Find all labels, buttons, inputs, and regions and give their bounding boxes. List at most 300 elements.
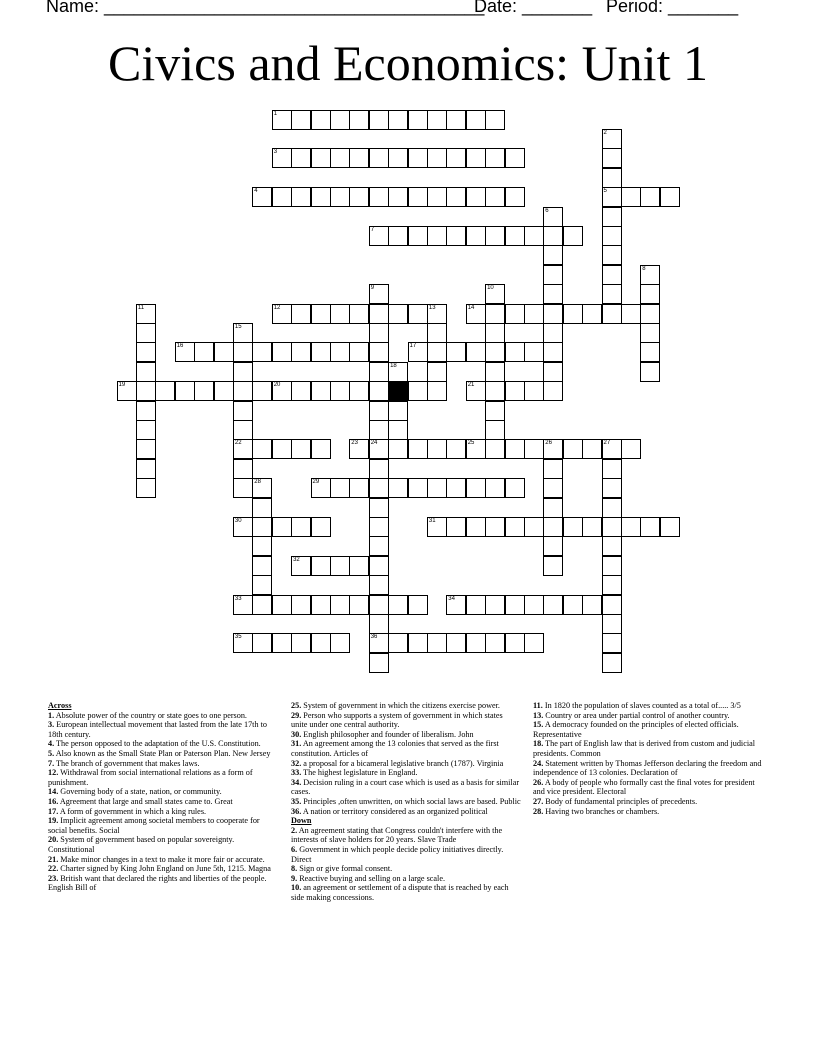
grid-cell[interactable] [369, 556, 389, 576]
grid-cell[interactable] [466, 439, 486, 459]
grid-cell[interactable] [155, 381, 175, 401]
grid-cell[interactable] [349, 148, 369, 168]
grid-cell[interactable] [272, 148, 292, 168]
grid-cell[interactable] [466, 478, 486, 498]
grid-cell[interactable] [543, 207, 563, 227]
grid-cell[interactable] [252, 633, 272, 653]
grid-cell[interactable] [505, 226, 525, 246]
grid-cell[interactable] [485, 517, 505, 537]
grid-cell[interactable] [602, 459, 622, 479]
grid-cell[interactable] [408, 595, 428, 615]
grid-cell[interactable] [330, 556, 350, 576]
grid-cell[interactable] [369, 517, 389, 537]
grid-cell[interactable] [369, 633, 389, 653]
grid-cell[interactable] [330, 633, 350, 653]
clue-text: The person opposed to the adaptation of the U.S. Constitution. [56, 739, 261, 749]
grid-cell[interactable] [408, 381, 428, 401]
name-line[interactable]: Name: ______________________________________ [46, 0, 485, 16]
grid-cell[interactable] [505, 148, 525, 168]
grid-cell[interactable] [233, 439, 253, 459]
grid-cell[interactable] [640, 265, 660, 285]
grid-cell[interactable] [485, 110, 505, 130]
grid-cell[interactable] [349, 304, 369, 324]
grid-cell[interactable] [408, 342, 428, 362]
grid-cell[interactable] [621, 517, 641, 537]
grid-cell[interactable] [466, 226, 486, 246]
grid-cell[interactable] [252, 342, 272, 362]
grid-cell[interactable] [505, 517, 525, 537]
grid-cell[interactable] [640, 323, 660, 343]
grid-cell[interactable] [291, 381, 311, 401]
clue-text: Agreement that large and small states came to. Great [59, 796, 233, 806]
clue-text: Reactive buying and selling on a large scale. [299, 873, 445, 883]
grid-cell[interactable] [369, 536, 389, 556]
grid-cell[interactable] [602, 575, 622, 595]
grid-cell[interactable] [349, 478, 369, 498]
grid-cell[interactable] [272, 517, 292, 537]
grid-cell[interactable] [466, 110, 486, 130]
grid-cell[interactable] [602, 614, 622, 634]
clue-text: Sign or give formal consent. [299, 864, 393, 874]
grid-cell[interactable] [233, 595, 253, 615]
grid-cell[interactable] [563, 439, 583, 459]
grid-cell[interactable] [485, 401, 505, 421]
grid-cell[interactable] [602, 304, 622, 324]
grid-cell[interactable] [602, 633, 622, 653]
grid-cell[interactable] [233, 478, 253, 498]
grid-cell[interactable] [660, 187, 680, 207]
grid-cell[interactable] [427, 342, 447, 362]
grid-cell[interactable] [485, 420, 505, 440]
grid-cell[interactable] [330, 304, 350, 324]
grid-cell[interactable] [602, 284, 622, 304]
grid-cell[interactable] [602, 148, 622, 168]
grid-cell[interactable] [602, 245, 622, 265]
grid-cell[interactable] [136, 304, 156, 324]
grid-cell[interactable] [446, 478, 466, 498]
grid-cell[interactable] [524, 633, 544, 653]
grid-cell[interactable] [369, 459, 389, 479]
grid-cell[interactable] [194, 381, 214, 401]
grid-cell[interactable] [408, 148, 428, 168]
clue-text: The highest legislature in England. [303, 768, 418, 778]
grid-cell[interactable] [602, 517, 622, 537]
period-line[interactable]: Period: _______ [606, 0, 739, 16]
grid-cell[interactable] [505, 304, 525, 324]
grid-cell[interactable] [427, 323, 447, 343]
grid-cell[interactable] [602, 595, 622, 615]
grid-cell[interactable] [524, 304, 544, 324]
grid-cell[interactable] [233, 459, 253, 479]
grid-cell[interactable] [369, 595, 389, 615]
grid-cell[interactable] [446, 226, 466, 246]
grid-cell[interactable] [369, 284, 389, 304]
grid-cell[interactable] [369, 323, 389, 343]
grid-cell[interactable] [543, 459, 563, 479]
clue-number-label: 15 [234, 323, 242, 330]
grid-cell[interactable] [466, 381, 486, 401]
grid-cell[interactable] [524, 381, 544, 401]
grid-cell[interactable] [602, 556, 622, 576]
grid-cell[interactable] [311, 517, 331, 537]
grid-cell[interactable] [349, 595, 369, 615]
grid-cell[interactable] [233, 517, 253, 537]
grid-cell[interactable] [485, 381, 505, 401]
grid-cell[interactable] [602, 478, 622, 498]
grid-cell[interactable] [369, 653, 389, 673]
grid-cell[interactable] [369, 110, 389, 130]
grid-cell[interactable] [543, 284, 563, 304]
grid-cell[interactable] [233, 420, 253, 440]
date-line[interactable]: Date: _______ [474, 0, 593, 16]
grid-cell[interactable] [485, 187, 505, 207]
grid-cell[interactable] [272, 110, 292, 130]
grid-cell[interactable] [175, 381, 195, 401]
grid-cell[interactable] [505, 381, 525, 401]
grid-cell[interactable] [427, 478, 447, 498]
grid-cell[interactable] [485, 478, 505, 498]
clue-text: a proposal for a bicameral legislative branch (1787). Virginia [303, 758, 504, 768]
grid-cell[interactable] [466, 595, 486, 615]
grid-cell[interactable] [543, 381, 563, 401]
grid-cell[interactable] [446, 342, 466, 362]
grid-cell[interactable] [446, 148, 466, 168]
grid-cell[interactable] [233, 342, 253, 362]
clue-number: 18. [533, 739, 544, 749]
grid-cell[interactable] [408, 478, 428, 498]
grid-cell[interactable] [311, 556, 331, 576]
grid-cell[interactable] [214, 381, 234, 401]
grid-cell[interactable] [524, 226, 544, 246]
grid-cell[interactable] [485, 595, 505, 615]
grid-cell[interactable] [446, 439, 466, 459]
grid-cell[interactable] [136, 362, 156, 382]
grid-cell[interactable] [311, 110, 331, 130]
clue-item [48, 759, 278, 769]
grid-cell[interactable] [505, 342, 525, 362]
grid-cell[interactable] [466, 342, 486, 362]
grid-cell[interactable] [446, 110, 466, 130]
grid-cell[interactable] [388, 110, 408, 130]
grid-cell[interactable] [602, 129, 622, 149]
grid-cell[interactable] [408, 110, 428, 130]
grid-cell[interactable] [349, 381, 369, 401]
grid-cell[interactable] [233, 401, 253, 421]
grid-cell[interactable] [524, 342, 544, 362]
grid-cell[interactable] [485, 362, 505, 382]
grid-cell[interactable] [582, 304, 602, 324]
grid-cell[interactable] [640, 342, 660, 362]
grid-cell[interactable] [369, 342, 389, 362]
grid-cell[interactable] [543, 498, 563, 518]
grid-cell[interactable] [408, 304, 428, 324]
grid-cell[interactable] [427, 304, 447, 324]
grid-cell[interactable] [291, 342, 311, 362]
grid-cell[interactable] [330, 110, 350, 130]
grid-cell[interactable] [427, 517, 447, 537]
grid-cell[interactable] [311, 439, 331, 459]
grid-cell[interactable] [563, 226, 583, 246]
grid-cell[interactable] [543, 556, 563, 576]
grid-cell[interactable] [388, 478, 408, 498]
clue-number: 19. [48, 816, 59, 826]
grid-cell[interactable] [272, 187, 292, 207]
grid-cell[interactable] [291, 439, 311, 459]
grid-cell[interactable] [543, 595, 563, 615]
grid-cell[interactable] [272, 633, 292, 653]
grid-cell[interactable] [330, 187, 350, 207]
grid-cell[interactable] [485, 439, 505, 459]
grid-cell[interactable] [485, 323, 505, 343]
grid-cell[interactable] [602, 187, 622, 207]
grid-cell[interactable] [175, 342, 195, 362]
grid-cell[interactable] [369, 420, 389, 440]
grid-cell[interactable] [330, 148, 350, 168]
grid-cell[interactable] [582, 517, 602, 537]
grid-cell[interactable] [136, 420, 156, 440]
grid-cell[interactable] [291, 595, 311, 615]
grid-cell[interactable] [369, 478, 389, 498]
grid-cell[interactable] [427, 439, 447, 459]
grid-cell[interactable] [330, 381, 350, 401]
grid-cell[interactable] [369, 226, 389, 246]
grid-cell[interactable] [543, 323, 563, 343]
grid-cell[interactable] [349, 342, 369, 362]
grid-cell[interactable] [466, 187, 486, 207]
grid-cell[interactable] [349, 110, 369, 130]
grid-cell[interactable] [621, 439, 641, 459]
grid-cell[interactable] [291, 187, 311, 207]
grid-cell[interactable] [485, 633, 505, 653]
grid-cell[interactable] [311, 478, 331, 498]
grid-cell[interactable] [252, 575, 272, 595]
grid-cell[interactable] [543, 362, 563, 382]
grid-cell[interactable] [330, 595, 350, 615]
grid-cell[interactable] [543, 304, 563, 324]
grid-cell[interactable] [252, 478, 272, 498]
grid-cell[interactable] [272, 439, 292, 459]
grid-cell[interactable] [524, 595, 544, 615]
grid-cell[interactable] [466, 304, 486, 324]
grid-cell[interactable] [252, 536, 272, 556]
grid-cell[interactable] [233, 362, 253, 382]
grid-cell[interactable] [543, 226, 563, 246]
grid-cell[interactable] [660, 517, 680, 537]
grid-cell[interactable] [485, 284, 505, 304]
clue-item [48, 864, 278, 874]
grid-cell[interactable] [466, 148, 486, 168]
grid-cell[interactable] [311, 595, 331, 615]
clue-number: 12. [48, 768, 59, 778]
grid-cell[interactable] [485, 148, 505, 168]
grid-cell[interactable] [602, 536, 622, 556]
clue-number: 8. [291, 864, 298, 874]
grid-cell[interactable] [388, 420, 408, 440]
grid-cell[interactable] [291, 517, 311, 537]
grid-cell[interactable] [602, 168, 622, 188]
grid-cell[interactable] [388, 148, 408, 168]
clue-item [291, 759, 521, 769]
grid-cell[interactable] [252, 439, 272, 459]
grid-cell[interactable] [349, 187, 369, 207]
grid-cell[interactable] [252, 517, 272, 537]
grid-cell[interactable] [233, 323, 253, 343]
grid-cell[interactable] [543, 517, 563, 537]
clue-number-label: 11 [137, 304, 145, 311]
grid-cell[interactable] [543, 245, 563, 265]
grid-cell[interactable] [117, 381, 137, 401]
grid-cell[interactable] [640, 284, 660, 304]
grid-cell[interactable] [640, 517, 660, 537]
grid-cell[interactable] [369, 401, 389, 421]
grid-cell[interactable] [136, 478, 156, 498]
grid-cell[interactable] [349, 439, 369, 459]
grid-cell[interactable] [427, 110, 447, 130]
grid-cell[interactable] [427, 226, 447, 246]
grid-cell[interactable] [369, 614, 389, 634]
grid-cell[interactable] [369, 148, 389, 168]
grid-cell[interactable] [311, 633, 331, 653]
clue-number-label: 22 [234, 440, 242, 447]
grid-cell[interactable] [272, 595, 292, 615]
grid-cell[interactable] [446, 517, 466, 537]
grid-cell[interactable] [330, 342, 350, 362]
grid-cell[interactable] [194, 342, 214, 362]
grid-cell[interactable] [427, 362, 447, 382]
grid-cell[interactable] [369, 439, 389, 459]
grid-cell[interactable] [136, 342, 156, 362]
grid-cell[interactable] [252, 381, 272, 401]
grid-cell[interactable] [427, 187, 447, 207]
grid-cell[interactable] [369, 498, 389, 518]
grid-cell[interactable] [388, 187, 408, 207]
grid-cell[interactable] [388, 439, 408, 459]
grid-cell[interactable] [602, 207, 622, 227]
grid-cell[interactable] [369, 362, 389, 382]
grid-cell[interactable] [311, 342, 331, 362]
grid-cell[interactable] [505, 633, 525, 653]
grid-cell[interactable] [408, 439, 428, 459]
grid-cell[interactable] [640, 304, 660, 324]
grid-cell[interactable] [602, 226, 622, 246]
grid-cell[interactable] [291, 556, 311, 576]
grid-cell[interactable] [446, 187, 466, 207]
grid-cell[interactable] [252, 187, 272, 207]
grid-cell[interactable] [563, 304, 583, 324]
grid-cell[interactable] [543, 536, 563, 556]
grid-cell[interactable] [369, 381, 389, 401]
clue-text: A democracy founded on the principles of elected officials. Representative [533, 720, 739, 739]
grid-cell[interactable] [272, 342, 292, 362]
grid-cell[interactable] [543, 478, 563, 498]
grid-cell[interactable] [505, 439, 525, 459]
grid-cell[interactable] [485, 342, 505, 362]
grid-cell[interactable] [505, 187, 525, 207]
grid-cell[interactable] [582, 595, 602, 615]
grid-cell[interactable] [252, 595, 272, 615]
grid-cell[interactable] [311, 187, 331, 207]
grid-cell[interactable] [524, 439, 544, 459]
grid-cell[interactable] [291, 110, 311, 130]
grid-cell[interactable] [408, 187, 428, 207]
grid-cell[interactable] [388, 401, 408, 421]
grid-cell[interactable] [369, 187, 389, 207]
grid-cell[interactable] [272, 381, 292, 401]
grid-cell[interactable] [136, 323, 156, 343]
grid-cell[interactable] [291, 304, 311, 324]
grid-cell[interactable] [136, 401, 156, 421]
grid-cell[interactable] [582, 439, 602, 459]
grid-cell[interactable] [602, 265, 622, 285]
grid-cell[interactable] [466, 633, 486, 653]
clue-item [533, 759, 763, 778]
grid-cell[interactable] [272, 304, 292, 324]
grid-cell[interactable] [485, 226, 505, 246]
grid-cell[interactable] [252, 498, 272, 518]
grid-cell[interactable] [524, 517, 544, 537]
grid-cell[interactable] [563, 595, 583, 615]
grid-cell[interactable] [136, 381, 156, 401]
grid-cell[interactable] [311, 381, 331, 401]
clue-number-label: 12 [273, 304, 281, 311]
grid-cell[interactable] [543, 265, 563, 285]
clue-number: 35. [291, 796, 302, 806]
grid-cell[interactable] [543, 342, 563, 362]
grid-cell[interactable] [505, 478, 525, 498]
grid-cell[interactable] [291, 633, 311, 653]
grid-cell[interactable] [388, 595, 408, 615]
grid-cell[interactable] [446, 633, 466, 653]
grid-cell[interactable] [311, 148, 331, 168]
grid-cell[interactable] [602, 653, 622, 673]
clue-item [291, 768, 521, 778]
grid-cell[interactable] [408, 633, 428, 653]
grid-cell[interactable] [330, 478, 350, 498]
grid-cell[interactable] [311, 304, 331, 324]
grid-cell[interactable] [485, 304, 505, 324]
grid-cell[interactable] [291, 148, 311, 168]
grid-cell[interactable] [602, 498, 622, 518]
grid-cell[interactable] [505, 595, 525, 615]
grid-cell[interactable] [388, 362, 408, 382]
grid-cell[interactable] [214, 342, 234, 362]
grid-cell[interactable] [621, 304, 641, 324]
grid-cell[interactable] [233, 633, 253, 653]
grid-cell[interactable] [369, 575, 389, 595]
grid-cell[interactable] [602, 439, 622, 459]
grid-cell[interactable] [136, 459, 156, 479]
grid-cell[interactable] [233, 381, 253, 401]
grid-cell[interactable] [563, 517, 583, 537]
grid-cell[interactable] [388, 226, 408, 246]
grid-cell[interactable] [408, 226, 428, 246]
grid-cell[interactable] [427, 381, 447, 401]
grid-cell[interactable] [388, 304, 408, 324]
grid-cell[interactable] [466, 517, 486, 537]
grid-cell[interactable] [427, 148, 447, 168]
grid-cell[interactable] [349, 556, 369, 576]
grid-cell[interactable] [543, 439, 563, 459]
grid-cell[interactable] [446, 595, 466, 615]
grid-cell[interactable] [621, 187, 641, 207]
grid-cell[interactable] [640, 187, 660, 207]
grid-cell[interactable] [369, 304, 389, 324]
grid-cell[interactable] [640, 362, 660, 382]
grid-cell[interactable] [427, 633, 447, 653]
grid-cell[interactable] [136, 439, 156, 459]
grid-cell[interactable] [388, 633, 408, 653]
grid-cell[interactable] [252, 556, 272, 576]
